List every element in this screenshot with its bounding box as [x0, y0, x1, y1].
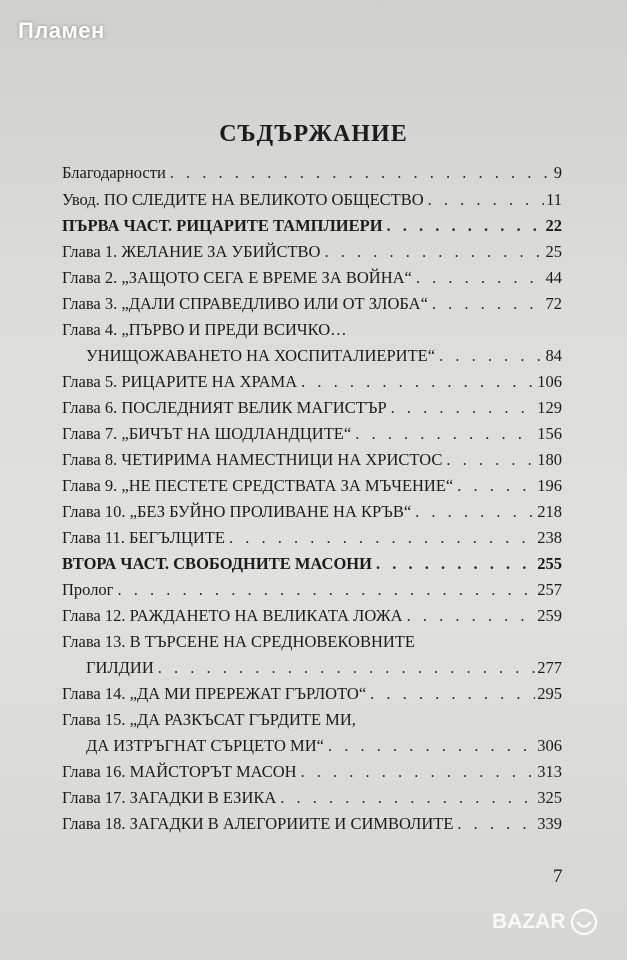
toc-entry-page: 106 [537, 372, 562, 391]
toc-entry-page: 180 [537, 450, 562, 469]
toc-entry-text: Глава 9. „НЕ ПЕСТЕТЕ СРЕДСТВАТА ЗА МЪЧЕНИЕ“ [62, 476, 454, 495]
toc-entry-text: Глава 4. „ПЪРВО И ПРЕДИ ВСИЧКО… [62, 320, 347, 339]
leader-dots [446, 447, 535, 473]
toc-entry-chapter-15-line-2 [62, 733, 562, 759]
leader-dots [355, 421, 535, 447]
toc-entry-text: ДА ИЗТРЪГНАТ СЪРЦЕТО МИ“ [86, 736, 324, 755]
leader-dots [117, 577, 535, 603]
page-number: 7 [553, 866, 563, 887]
toc-part-one [62, 213, 562, 239]
toc-entry-chapter-14 [62, 681, 562, 707]
toc-entry-page: 339 [537, 814, 562, 833]
toc-entry-chapter-3 [62, 291, 562, 317]
leader-dots [370, 681, 535, 707]
toc-entry-page: 313 [537, 762, 562, 781]
toc-entry-chapter-18 [62, 811, 562, 837]
leader-dots [301, 759, 536, 785]
toc-entry-page: 11 [546, 190, 562, 209]
toc-entry-page: 325 [537, 788, 562, 807]
toc-entry-text: Глава 6. ПОСЛЕДНИЯТ ВЕЛИК МАГИСТЪР [62, 398, 387, 417]
leader-dots [229, 525, 535, 551]
leader-dots [387, 213, 544, 239]
toc-entry-prologue [62, 577, 562, 603]
toc-entry-page: 44 [545, 268, 562, 287]
toc-entry-page: 84 [545, 346, 562, 365]
toc-entry-acknowledgements [62, 160, 562, 186]
toc-entry-page: 277 [537, 658, 562, 677]
leader-dots [158, 655, 536, 681]
leader-dots [280, 785, 535, 811]
toc-entry-text: Глава 18. ЗАГАДКИ В АЛЕГОРИИТЕ И СИМВОЛИТЕ [62, 814, 454, 833]
toc-entry-text: Глава 3. „ДАЛИ СПРАВЕДЛИВО ИЛИ ОТ ЗЛОБА“ [62, 294, 428, 313]
toc-entry-chapter-17 [62, 785, 562, 811]
leader-dots [407, 603, 536, 629]
toc-entry-page: 156 [537, 424, 562, 443]
toc-part-two [62, 551, 562, 577]
toc-entry-chapter-5 [62, 369, 562, 395]
toc-entry-page: 129 [537, 398, 562, 417]
toc-entry-chapter-13-line-1 [62, 629, 562, 655]
toc-entry-text: Глава 8. ЧЕТИРИМА НАМЕСТНИЦИ НА ХРИСТОС [62, 450, 443, 469]
toc-entry-introduction [62, 187, 562, 213]
toc-entry-page: 306 [537, 736, 562, 755]
leader-dots [301, 369, 535, 395]
toc-entry-chapter-7 [62, 421, 562, 447]
toc-entry-text: Глава 11. БЕГЪЛЦИТЕ [62, 528, 225, 547]
site-watermark: Пламен [18, 18, 105, 43]
toc-entry-text: ВТОРА ЧАСТ. СВОБОДНИТЕ МАСОНИ [62, 554, 372, 573]
leader-dots [376, 551, 535, 577]
leader-dots [439, 343, 543, 369]
leader-dots [391, 395, 536, 421]
bazar-watermark-text: BAZAR [492, 910, 566, 933]
toc-entry-chapter-10 [62, 499, 562, 525]
toc-entry-text: Пролог [62, 580, 114, 599]
leader-dots [457, 811, 535, 837]
toc-entry-chapter-2 [62, 265, 562, 291]
toc-entry-text: Глава 7. „БИЧЪТ НА ШОДЛАНДЦИТЕ“ [62, 424, 352, 443]
toc-entry-text: ГИЛДИИ [86, 658, 154, 677]
toc-entry-page: 238 [537, 528, 562, 547]
toc-entry-page: 9 [553, 163, 562, 182]
toc-entry-text: Глава 14. „ДА МИ ПРЕРЕЖАТ ГЪРЛОТО“ [62, 684, 367, 703]
toc-entry-text: Глава 2. „ЗАЩОТО СЕГА Е ВРЕМЕ ЗА ВОЙНА“ [62, 268, 412, 287]
toc-entry-page: 259 [537, 606, 562, 625]
toc-entry-text: Глава 10. „БЕЗ БУЙНО ПРОЛИВАНЕ НА КРЪВ“ [62, 502, 412, 521]
toc-entry-chapter-12 [62, 603, 562, 629]
toc-entry-chapter-1 [62, 239, 562, 265]
leader-dots [457, 473, 535, 499]
bazar-watermark [492, 908, 598, 936]
toc-entry-text: Глава 5. РИЦАРИТЕ НА ХРАМА [62, 372, 298, 391]
toc-entry-text: Глава 15. „ДА РАЗКЪСАТ ГЪРДИТЕ МИ, [62, 710, 356, 729]
toc-entry-chapter-8 [62, 447, 562, 473]
toc-entry-text: Увод. ПО СЛЕДИТЕ НА ВЕЛИКОТО ОБЩЕСТВО [62, 190, 424, 209]
toc-entry-chapter-13-line-2 [62, 655, 562, 681]
toc-entry-text: Глава 16. МАЙСТОРЪТ МАСОН [62, 762, 297, 781]
toc-entry-chapter-4-line-2 [62, 343, 562, 369]
toc-entry-page: 255 [537, 554, 562, 573]
toc-entry-text: Глава 17. ЗАГАДКИ В ЕЗИКА [62, 788, 277, 807]
toc-entry-page: 196 [537, 476, 562, 495]
toc-entry-text: ПЪРВА ЧАСТ. РИЦАРИТЕ ТАМПЛИЕРИ [62, 216, 383, 235]
smile-logo-icon [570, 908, 598, 936]
toc-entry-text: Глава 13. В ТЪРСЕНЕ НА СРЕДНОВЕКОВНИТЕ [62, 632, 415, 651]
leader-dots [324, 239, 543, 265]
toc-entry-page: 218 [537, 502, 562, 521]
toc-entry-text: УНИЩОЖАВАНЕТО НА ХОСПИТАЛИЕРИТЕ“ [86, 346, 436, 365]
toc-entry-page: 22 [545, 216, 562, 235]
toc-entry-chapter-16 [62, 759, 562, 785]
toc-entry-text: Благодарности [62, 163, 166, 182]
toc-entry-chapter-11 [62, 525, 562, 551]
toc-entry-chapter-15-line-1 [62, 707, 562, 733]
toc-entry-page: 295 [537, 684, 562, 703]
leader-dots [415, 499, 535, 525]
toc-entry-chapter-6 [62, 395, 562, 421]
toc-entry-text: Глава 12. РАЖДАНЕТО НА ВЕЛИКАТА ЛОЖА [62, 606, 403, 625]
page-title: СЪДЪРЖАНИЕ [219, 121, 408, 147]
toc-entry-page: 257 [537, 580, 562, 599]
toc-entry-page: 72 [545, 294, 562, 313]
toc-entry-page: 25 [545, 242, 562, 261]
leader-dots [170, 160, 552, 186]
toc-entry-chapter-4-line-1 [62, 317, 562, 343]
toc-entry-text: Глава 1. ЖЕЛАНИЕ ЗА УБИЙСТВО [62, 242, 321, 261]
leader-dots [328, 733, 535, 759]
toc-entry-chapter-9 [62, 473, 562, 499]
leader-dots [416, 265, 544, 291]
leader-dots [428, 187, 544, 213]
leader-dots [432, 291, 544, 317]
